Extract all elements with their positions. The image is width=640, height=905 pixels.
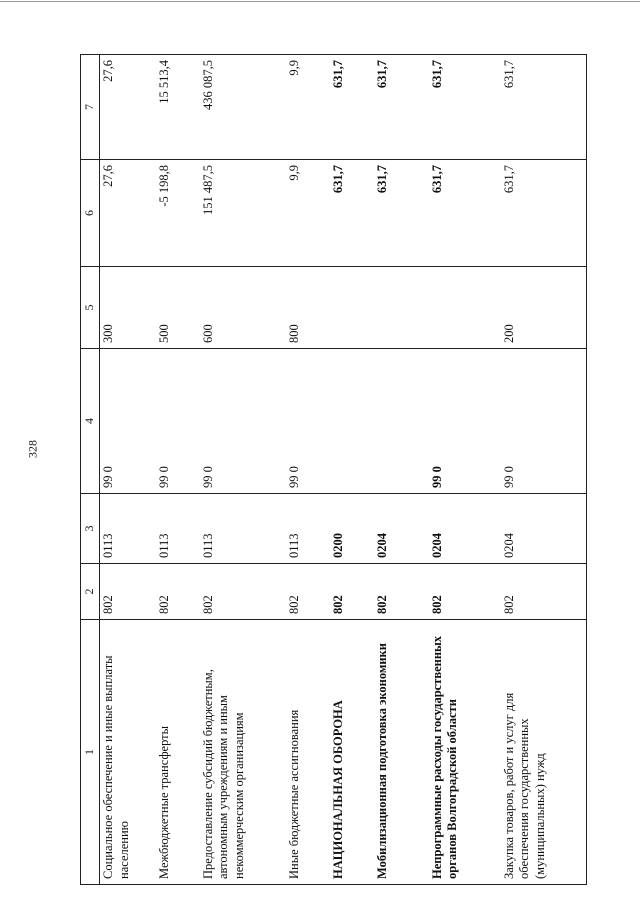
row-section-code: 0200 [330,494,374,564]
table-row [501,55,587,885]
row-target-code: 99 0 [429,349,501,494]
table-header [81,55,100,885]
top-edge-rule [0,1,640,2]
row-amount-change: 631,7 [501,160,587,267]
row-name: Мобилизационная подготовка экономики [374,620,429,885]
row-amount-total: 631,7 [330,55,374,160]
table-body [100,55,587,885]
table-row [429,55,501,885]
row-section-code: 0204 [374,494,429,564]
row-expense-type [374,267,429,349]
row-amount-change: 151 487,5 [200,160,286,267]
table-row [330,55,374,885]
header-col-1: 1 [81,620,100,885]
row-name: Закупка товаров, работ и услуг для обеспечения государственных (муниципальных) нужд [501,620,587,885]
header-row [81,55,100,885]
row-section-code: 0204 [501,494,587,564]
row-amount-total: 631,7 [429,55,501,160]
row-amount-change: 631,7 [330,160,374,267]
row-ministry-code: 802 [100,564,156,620]
header-col-3: 3 [81,494,100,564]
row-target-code: 99 0 [100,349,156,494]
row-target-code: 99 0 [501,349,587,494]
row-amount-change: 9,9 [286,160,330,267]
row-ministry-code: 802 [286,564,330,620]
row-ministry-code: 802 [330,564,374,620]
header-col-6: 6 [81,160,100,267]
row-ministry-code: 802 [501,564,587,620]
row-name: Непрограммные расходы государственных органов Волгоградской области [429,620,501,885]
row-name: Предоставление субсидий бюджетным, автономным учреждениям и иным некоммерческим организациям [200,620,286,885]
row-name: НАЦИОНАЛЬНАЯ ОБОРОНА [330,620,374,885]
budget-table-frame [80,55,610,885]
row-amount-total: 27,6 [100,55,156,160]
row-ministry-code: 802 [156,564,200,620]
header-col-4: 4 [81,349,100,494]
row-amount-change: 27,6 [100,160,156,267]
row-section-code: 0113 [100,494,156,564]
row-section-code: 0113 [200,494,286,564]
row-expense-type: 200 [501,267,587,349]
row-section-code: 0113 [156,494,200,564]
row-amount-total: 15 513,4 [156,55,200,160]
row-amount-total: 9,9 [286,55,330,160]
row-expense-type: 800 [286,267,330,349]
row-name: Иные бюджетные ассигнования [286,620,330,885]
table-row [374,55,429,885]
row-expense-type [429,267,501,349]
row-expense-type: 600 [200,267,286,349]
row-target-code [374,349,429,494]
row-name: Межбюджетные трансферты [156,620,200,885]
row-amount-change: 631,7 [429,160,501,267]
row-amount-change: 631,7 [374,160,429,267]
row-target-code [330,349,374,494]
row-amount-total: 436 087,5 [200,55,286,160]
row-expense-type [330,267,374,349]
row-target-code: 99 0 [156,349,200,494]
page-number: 328 [25,440,40,458]
header-col-7: 7 [81,55,100,160]
row-expense-type: 500 [156,267,200,349]
row-ministry-code: 802 [374,564,429,620]
row-target-code: 99 0 [286,349,330,494]
row-ministry-code: 802 [200,564,286,620]
row-amount-change: -5 198,8 [156,160,200,267]
header-col-5: 5 [81,267,100,349]
budget-table-rotated [80,55,610,885]
budget-table [80,54,587,885]
row-section-code: 0204 [429,494,501,564]
table-row [200,55,286,885]
row-target-code: 99 0 [200,349,286,494]
row-name: Социальное обеспечение и иные выплаты населению [100,620,156,885]
table-row [100,55,156,885]
table-row [156,55,200,885]
table-row [286,55,330,885]
row-section-code: 0113 [286,494,330,564]
row-amount-total: 631,7 [501,55,587,160]
row-ministry-code: 802 [429,564,501,620]
header-col-2: 2 [81,564,100,620]
row-amount-total: 631,7 [374,55,429,160]
row-expense-type: 300 [100,267,156,349]
